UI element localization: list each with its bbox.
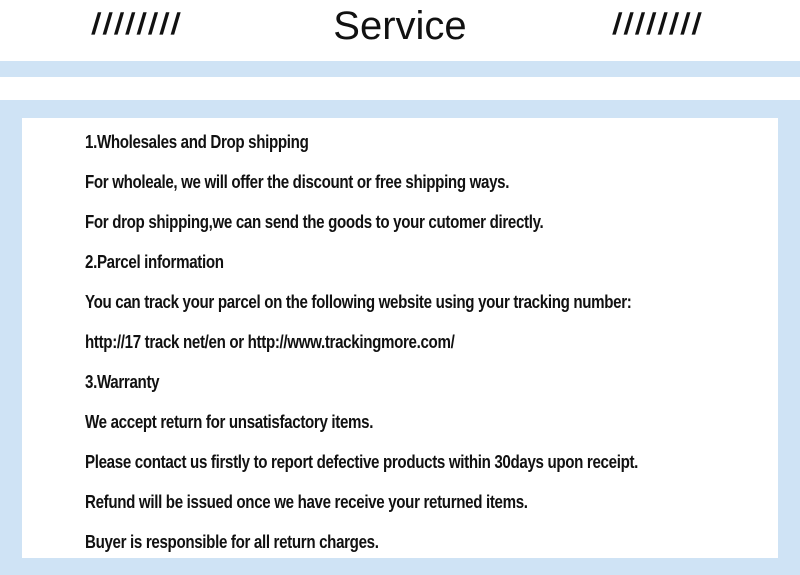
defective-report-line: Please contact us firstly to report defective products within 30days upon receipt. bbox=[85, 452, 639, 472]
section-3-heading: 3.Warranty bbox=[85, 372, 160, 392]
left-slashes-decoration: //////// bbox=[90, 8, 185, 41]
dropshipping-line: For drop shipping,we can send the goods to your cutomer directly. bbox=[85, 212, 544, 232]
return-policy-line: We accept return for unsatisfactory items. bbox=[85, 412, 374, 432]
tracking-urls-line: http://17 track net/en or http://www.trackingmore.com/ bbox=[85, 332, 455, 352]
service-text-list bbox=[22, 118, 778, 562]
return-charges-line: Buyer is responsible for all return charges. bbox=[85, 532, 379, 552]
wholesale-discount-line: For wholeale, we will offer the discount or free shipping ways. bbox=[85, 172, 510, 192]
section-2-heading: 2.Parcel information bbox=[85, 252, 224, 272]
refund-line: Refund will be issued once we have receive your returned items. bbox=[85, 492, 528, 512]
section-1-heading: 1.Wholesales and Drop shipping bbox=[85, 132, 309, 152]
tracking-info-line: You can track your parcel on the following website using your tracking number: bbox=[85, 292, 632, 312]
page-title: Service bbox=[333, 4, 467, 48]
divider-bar bbox=[0, 61, 800, 77]
header bbox=[0, 0, 800, 61]
content-background bbox=[0, 100, 800, 575]
right-slashes-decoration: //////// bbox=[611, 8, 706, 41]
content-panel bbox=[22, 118, 778, 558]
